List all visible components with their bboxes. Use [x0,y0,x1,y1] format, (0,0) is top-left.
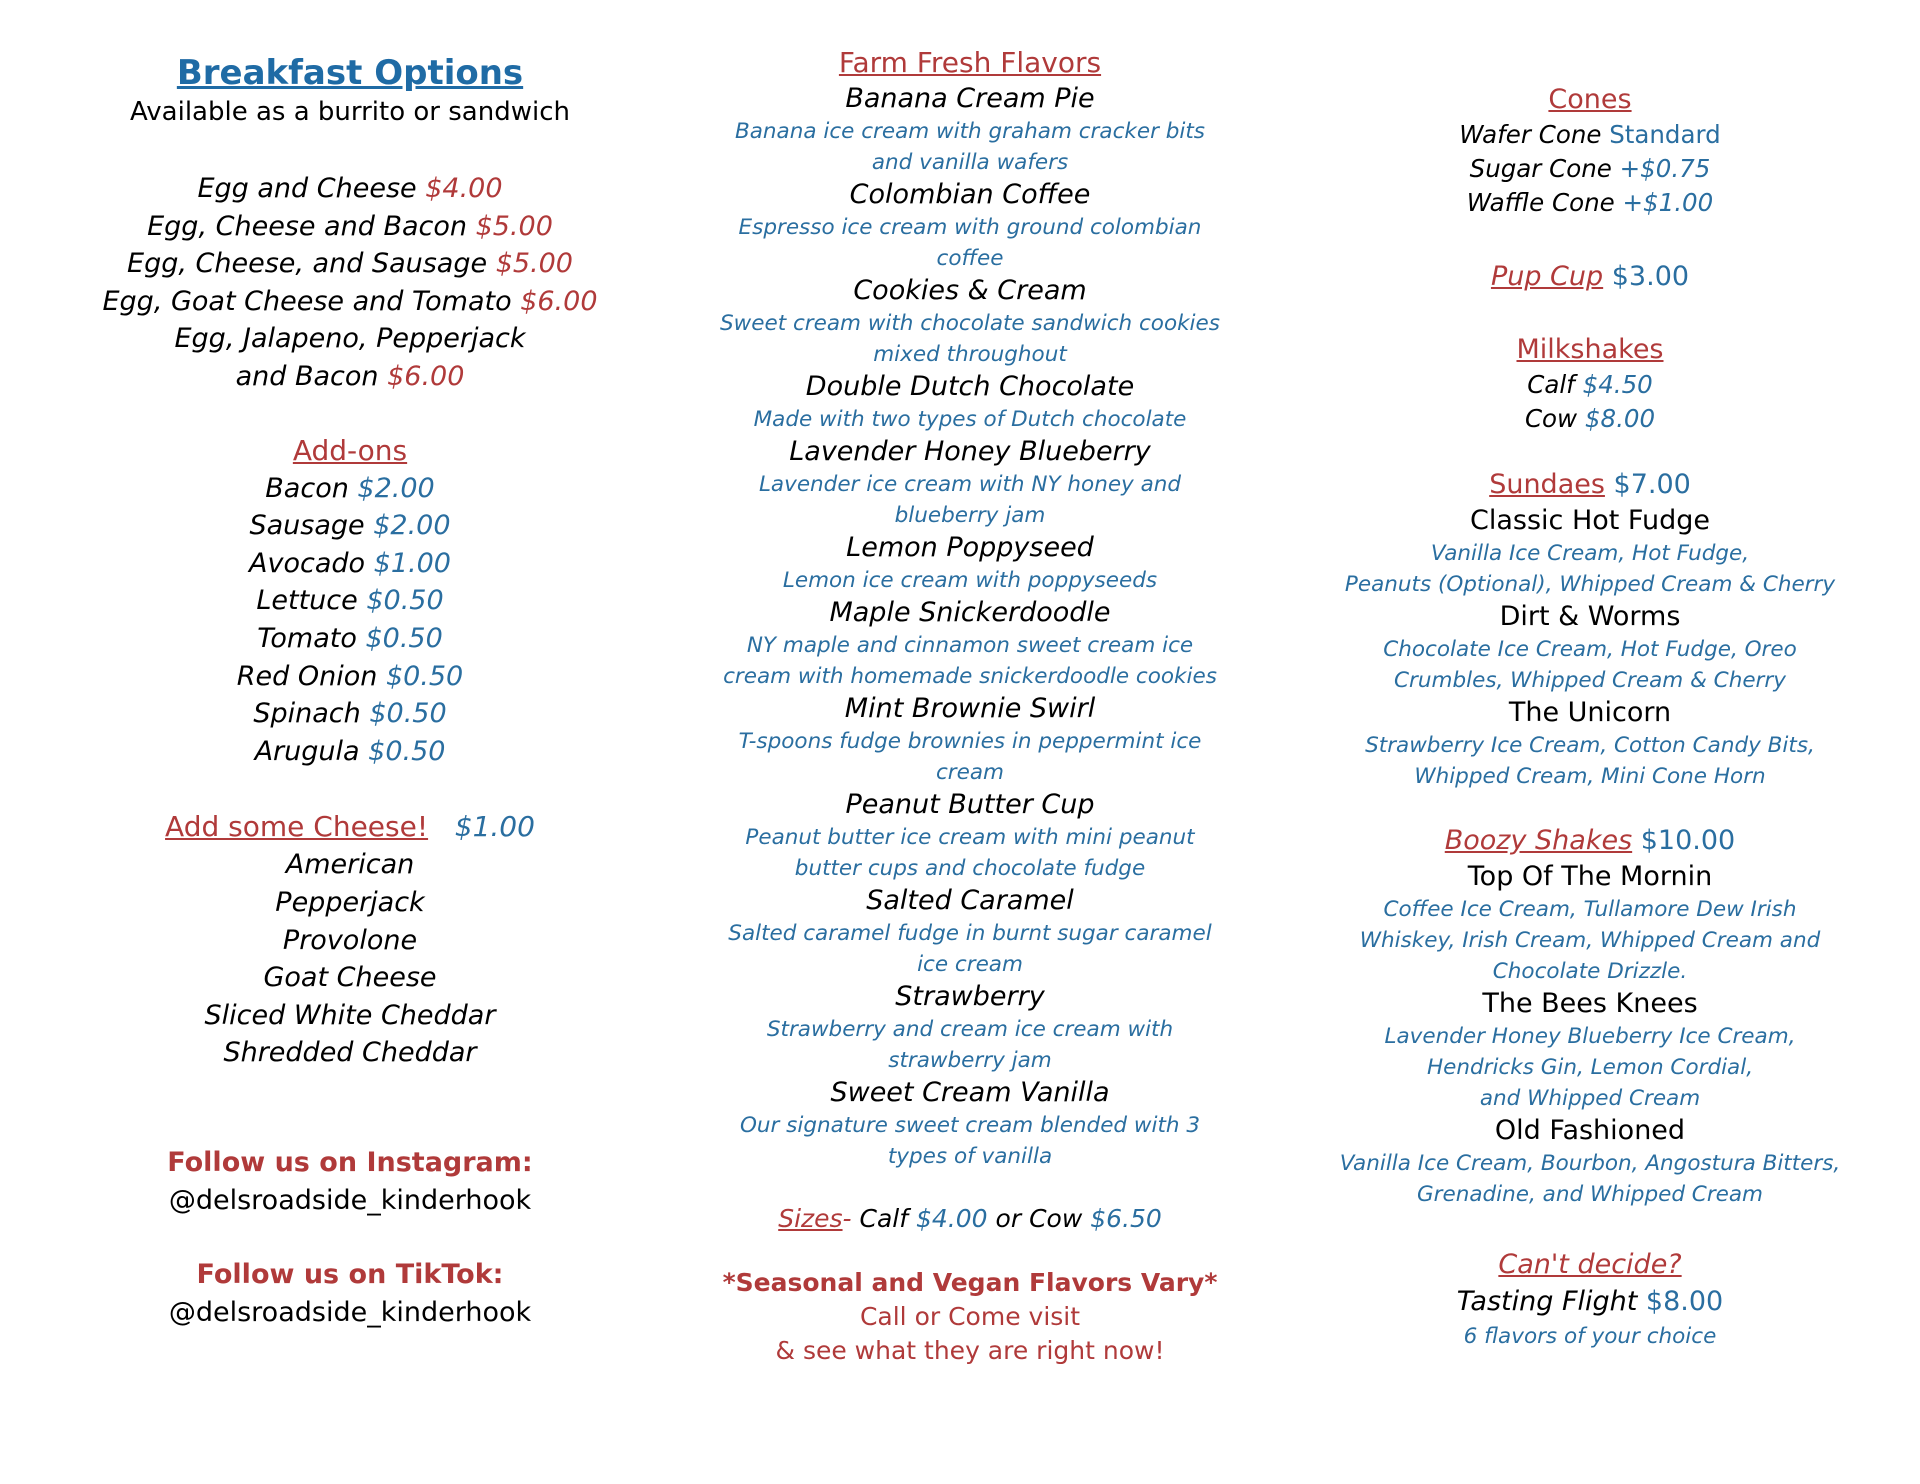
cheese-item: Shredded Cheddar [223,1037,477,1069]
sizes-label: Sizes [778,1204,843,1233]
boozy-name: Old Fashioned [1494,1114,1686,1146]
boozy-name: Top Of The Mornin [1467,860,1713,892]
flight-heading: Can't decide? [1498,1248,1682,1280]
boozy-item [1310,1114,1870,1210]
flavors-heading: Farm Fresh Flavors [838,46,1102,79]
flavor-desc: NY maple and cinnamon sweet cream ice [746,633,1194,658]
flavor-name: Cookies & Cream [853,275,1087,306]
call-line: Call or Come visit [859,1302,1081,1331]
boozy-desc: Hendricks Gin, Lemon Cordial, [1426,1054,1754,1080]
boozy-item [1310,860,1870,987]
instagram-label: Follow us on Instagram: [167,1146,533,1178]
breakfast-title: Breakfast Options [176,53,524,93]
flavors-column [690,0,1250,1368]
flavor-item [690,980,1250,1076]
breakfast-column [60,0,640,1332]
cheese-heading: Add some Cheese! [165,810,429,844]
flavor-desc: Lemon ice cream with poppyseeds [782,568,1158,593]
flavor-item [690,274,1250,370]
flavor-desc: Peanut butter ice cream with mini peanut [745,825,1195,850]
flavor-desc: cream [935,760,1004,785]
breakfast-subtitle: Available as a burrito or sandwich [130,97,570,127]
pupcup-price: $3.00 [1611,261,1690,292]
flavor-desc: types of vanilla [887,1144,1053,1169]
flight-row [1310,1283,1870,1321]
sundaes-row [1310,466,1870,504]
flavor-item [690,884,1250,980]
flavor-item [690,370,1250,435]
cheese-list [60,846,640,1072]
flavor-item [690,692,1250,788]
sundae-desc: Whipped Cream, Mini Cone Horn [1414,763,1766,789]
flavor-desc: butter cups and chocolate fudge [794,856,1146,881]
boozy-desc: Lavender Honey Blueberry Ice Cream, [1384,1023,1796,1049]
see-line: & see what they are right now! [775,1336,1165,1365]
boozy-row [1310,822,1870,860]
addons-heading: Add-ons [292,433,408,467]
boozy-desc: and Whipped Cream [1479,1085,1701,1111]
cheese-item: Provolone [282,924,418,956]
breakfast-item: Egg and Cheese $4.00 [197,173,503,204]
flavor-desc: mixed throughout [873,342,1067,367]
flavor-desc: Made with two types of Dutch chocolate [753,407,1187,432]
sundae-list [1310,504,1870,792]
breakfast-item: Egg, Jalapeno, Pepperjack [174,323,526,355]
milkshake-item: Cow $8.00 [1524,403,1656,433]
cheese-item: Pepperjack [275,886,425,918]
boozy-price: $10.00 [1640,824,1736,856]
sundae-desc: Chocolate Ice Cream, Hot Fudge, Oreo [1383,636,1797,662]
instagram-handle[interactable]: @delsroadside_kinderhook [168,1184,532,1216]
tiktok-handle[interactable]: @delsroadside_kinderhook [168,1296,532,1328]
cones-heading: Cones [1548,84,1632,115]
addon-item: Lettuce $0.50 [256,585,444,617]
breakfast-items [60,170,640,396]
milkshakes-list [1310,368,1870,436]
cone-item: Wafer Cone Standard [1459,120,1721,149]
cheese-item: Sliced White Cheddar [204,999,496,1031]
treats-column [1310,0,1870,1352]
flavor-item [690,1076,1250,1172]
flavor-desc: Our signature sweet cream blended with 3 [739,1113,1201,1138]
cones-list [1310,118,1870,220]
flavor-desc: Strawberry and cream ice cream with [766,1017,1174,1042]
addon-item: Bacon $2.00 [265,472,435,504]
flavor-desc: T-spoons fudge brownies in peppermint ice [738,729,1202,754]
flight-price: $8.00 [1645,1286,1724,1318]
pupcup-row [1310,258,1870,296]
flavor-desc: Salted caramel fudge in burnt sugar caramel [728,921,1212,946]
boozy-name: The Bees Knees [1482,987,1698,1019]
flavor-item [690,178,1250,274]
flight-desc: 6 flavors of your choice [1463,1323,1717,1349]
sundae-name: Dirt & Worms [1499,600,1681,632]
flavor-name: Salted Caramel [866,885,1074,916]
addon-item: Avocado $1.00 [249,547,451,579]
flavor-desc: Lavender ice cream with NY honey and [758,472,1182,497]
flavor-item [690,435,1250,531]
cheese-item: Goat Cheese [263,962,437,994]
cone-item: Waffle Cone +$1.00 [1466,188,1714,217]
flavor-item [690,788,1250,884]
breakfast-item: and Bacon $6.00 [235,360,465,392]
boozy-desc: Vanilla Ice Cream, Bourbon, Angostura Bitters, [1339,1150,1841,1176]
boozy-desc: Coffee Ice Cream, Tullamore Dew Irish [1383,896,1797,922]
flavor-desc: Banana ice cream with graham cracker bits [734,119,1205,144]
sundae-name: The Unicorn [1508,696,1672,728]
breakfast-item: Egg, Goat Cheese and Tomato $6.00 [102,285,598,317]
boozy-desc: Grenadine, and Whipped Cream [1416,1181,1763,1207]
flavor-desc: blueberry jam [894,503,1046,528]
flavor-desc: and vanilla wafers [871,150,1069,175]
flavor-desc: Espresso ice cream with ground colombian [738,215,1202,240]
flavor-item [690,531,1250,596]
boozy-desc: Chocolate Drizzle. [1492,958,1688,984]
flight-name: Tasting Flight [1456,1286,1638,1318]
flavor-desc: ice cream [917,952,1023,977]
sundae-item [1310,696,1870,792]
flavor-name: Mint Brownie Swirl [844,693,1096,724]
addon-item: Sausage $2.00 [249,510,451,542]
addon-item: Arugula $0.50 [254,735,446,767]
flavor-name: Peanut Butter Cup [845,789,1095,820]
flavor-name: Strawberry [895,981,1045,1012]
milkshake-item: Calf $4.50 [1527,369,1653,399]
sundae-item [1310,504,1870,600]
breakfast-item: Egg, Cheese and Bacon $5.00 [147,210,553,242]
flavor-name: Colombian Coffee [849,179,1091,210]
milkshakes-heading: Milkshakes [1516,333,1664,365]
cheese-item: American [285,849,415,881]
flavor-desc: cream with homemade snickerdoodle cookies [723,664,1217,689]
sundae-desc: Vanilla Ice Cream, Hot Fudge, [1430,540,1750,566]
addon-item: Tomato $0.50 [257,622,443,654]
cone-item: Sugar Cone +$0.75 [1469,154,1711,183]
flavor-name: Lemon Poppyseed [846,532,1094,563]
flavor-name: Maple Snickerdoodle [829,597,1111,628]
boozy-heading: Boozy Shakes [1444,824,1633,856]
boozy-list [1310,860,1870,1210]
breakfast-item: Egg, Cheese, and Sausage $5.00 [127,248,573,280]
sizes-row: Sizes- Calf $4.00 or Cow $6.50 [778,1204,1162,1233]
flavor-desc: strawberry jam [888,1048,1052,1073]
tiktok-label: Follow us on TikTok: [196,1258,504,1290]
pupcup-heading: Pup Cup [1490,261,1604,292]
addon-item: Spinach $0.50 [253,698,447,730]
addons-list [60,470,640,771]
seasonal-note: *Seasonal and Vegan Flavors Vary* [722,1268,1218,1297]
boozy-desc: Whiskey, Irish Cream, Whipped Cream and [1359,927,1821,953]
cheese-price: $1.00 [454,810,535,844]
flavor-name: Lavender Honey Blueberry [789,436,1151,467]
flavor-name: Sweet Cream Vanilla [830,1077,1110,1108]
sundae-name: Classic Hot Fudge [1469,504,1710,536]
addon-item: Red Onion $0.50 [236,660,464,692]
flavor-list [690,82,1250,1172]
boozy-item [1310,987,1870,1114]
cheese-heading-row [60,808,640,846]
sundaes-price: $7.00 [1613,468,1691,500]
sundae-desc: Crumbles, Whipped Cream & Cherry [1394,667,1786,693]
flavor-item [690,596,1250,692]
sundae-desc: Strawberry Ice Cream, Cotton Candy Bits, [1365,732,1815,758]
flavor-desc: Sweet cream with chocolate sandwich cookies [720,311,1220,336]
sundae-item [1310,600,1870,696]
sundae-desc: Peanuts (Optional), Whipped Cream & Cherry [1344,571,1836,597]
sundaes-heading: Sundaes [1489,468,1605,500]
flavor-name: Banana Cream Pie [845,83,1095,114]
flavor-name: Double Dutch Chocolate [805,371,1135,402]
flavor-item [690,82,1250,178]
flavor-desc: coffee [936,246,1004,271]
